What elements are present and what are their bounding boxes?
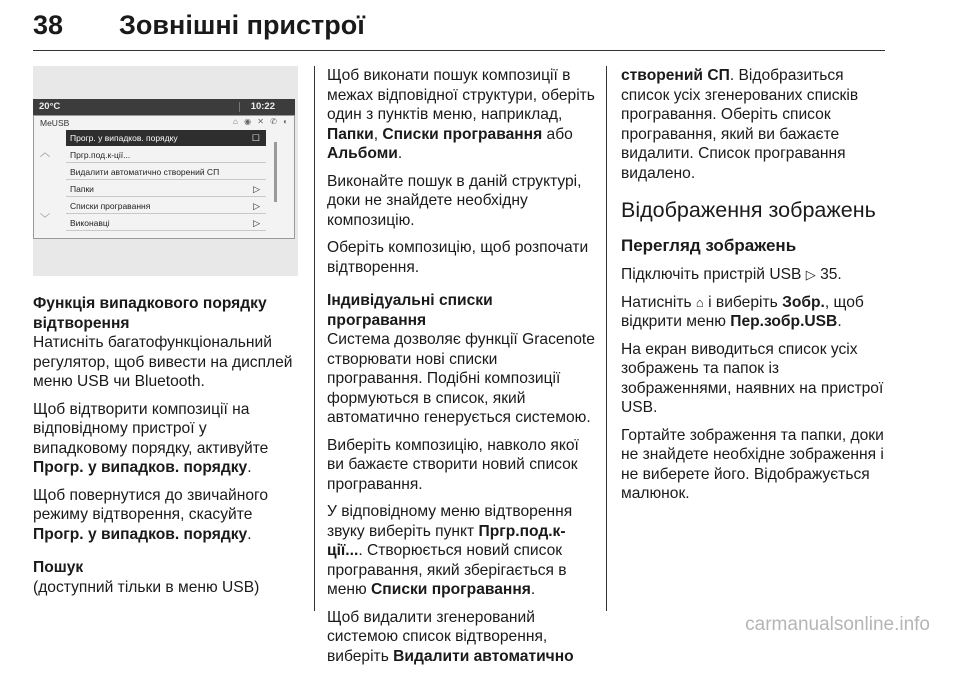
- body-paragraph: Оберіть композицію, щоб розпочати відтворення.: [327, 239, 589, 276]
- menu-item-label: Прогр. у випадков. порядку: [70, 133, 178, 143]
- body-paragraph: створений СП. Відобразиться список усіх згенерованих списків програвання. Оберіть список програвання, який ви бажаєте видалити. Список програвання видалено.: [621, 67, 859, 182]
- body-paragraph: Виконайте пошук в даній структурі, доки не знайдете необхідну композицію.: [327, 172, 582, 229]
- body-paragraph: Натисніть ⌂ і виберіть Зобр., щоб відкрити меню Пер.зобр.USB.: [621, 293, 864, 330]
- menu-item-label: Папки: [70, 184, 94, 194]
- page-number: 38: [33, 10, 64, 40]
- home-icon: ⌂: [695, 294, 704, 310]
- menu-item-label: Пргр.под.к-ції...: [70, 150, 131, 160]
- menu-item-label: Виконавці: [70, 218, 110, 228]
- header-divider: [33, 50, 885, 51]
- scrollbar[interactable]: [274, 142, 277, 202]
- watermark: carmanualsonline.info: [745, 614, 930, 635]
- page-header: [33, 10, 885, 50]
- status-icons: ⌂ ◉ ✕ ✆ ◐: [233, 117, 290, 126]
- section-title: Відображення зображень: [621, 198, 876, 222]
- menu-item-folders[interactable]: [66, 181, 266, 197]
- submenu-arrow-icon: ▷: [253, 201, 260, 211]
- scroll-up-icon: ︿: [40, 148, 50, 159]
- menu-item-artists[interactable]: [66, 215, 266, 231]
- body-paragraph: Гортайте зображення та папки, доки не знайдете необхідне зображення і не виберете його. Відображується малюнок.: [621, 426, 884, 502]
- scroll-down-icon: ﹀: [40, 214, 50, 225]
- status-separator: [239, 102, 240, 112]
- clock-readout: 10:22: [250, 101, 275, 112]
- shuffle-paragraph: Щоб відтворити композиції на відповідному пристрої у випадковому порядку, активуйте Прогр. у випадков. порядку.: [33, 400, 269, 476]
- column-divider: [314, 66, 315, 611]
- search-paragraph: (доступний тільки в меню USB): [33, 578, 260, 596]
- subsection-heading: Перегляд зображень: [621, 236, 797, 255]
- body-paragraph: Система дозволяє функції Gracenote створювати нові списки програвання. Подібні композиції формуються в список, який автоматично генерується системою.: [327, 331, 595, 426]
- menu-item-similar[interactable]: [66, 147, 266, 163]
- column-1: [33, 294, 301, 605]
- column-2: [327, 66, 595, 674]
- page-title: Зовнішні пристрої: [119, 10, 365, 40]
- column-3: [621, 66, 885, 512]
- temperature-readout: 20°C: [39, 101, 61, 112]
- screen-figure: [33, 66, 298, 276]
- menu-item-delete-auto[interactable]: [66, 164, 266, 180]
- submenu-arrow-icon: ▷: [253, 184, 260, 194]
- shuffle-paragraph: Натисніть багатофункціональний регулятор, щоб вивести на дисплей меню USB чи Bluetooth.: [33, 334, 293, 390]
- page-reference-icon: ▷: [805, 267, 816, 282]
- body-paragraph: Щоб виконати пошук композиції в межах відповідної структури, оберіть один з пунктів меню, наприклад, Папки, Списки програвання або Альбоми.: [327, 67, 595, 162]
- body-paragraph: Виберіть композицію, навколо якої ви бажаєте створити новий список програвання.: [327, 436, 579, 493]
- status-bar: [33, 99, 295, 115]
- menu-item-shuffle[interactable]: [66, 130, 266, 146]
- body-paragraph: Щоб видалити згенерований системою список відтворення, виберіть Видалити автоматично: [327, 608, 574, 665]
- body-paragraph: Підключіть пристрій USB ▷ 35.: [621, 266, 842, 283]
- body-paragraph: У відповідному меню відтворення звуку виберіть пункт Пргр.под.к-ції.... Створюється новий список програвання, який зберігається в меню Списки програвання.: [327, 503, 573, 598]
- shuffle-heading: Функція випадкового порядку відтворення: [33, 295, 267, 332]
- display-screen: [33, 99, 295, 309]
- submenu-arrow-icon: ▷: [253, 218, 260, 228]
- checkbox-icon: ☐: [251, 133, 260, 143]
- body-paragraph: На екран виводиться список усіх зображень та папок із зображеннями, наявних на пристрої USB.: [621, 340, 884, 416]
- menu-item-label: Видалити автоматично створений СП: [70, 167, 220, 177]
- menu-panel: [33, 115, 295, 239]
- source-label: MeUSB: [40, 118, 70, 128]
- search-heading: Пошук: [33, 559, 84, 576]
- playlists-heading: Індивідуальні списки програвання: [327, 292, 493, 329]
- column-divider: [606, 66, 607, 611]
- menu-item-label: Списки програвання: [70, 201, 151, 211]
- shuffle-paragraph: Щоб повернутися до звичайного режиму відтворення, скасуйте Прогр. у випадков. порядку.: [33, 486, 269, 543]
- menu-item-playlists[interactable]: [66, 198, 266, 214]
